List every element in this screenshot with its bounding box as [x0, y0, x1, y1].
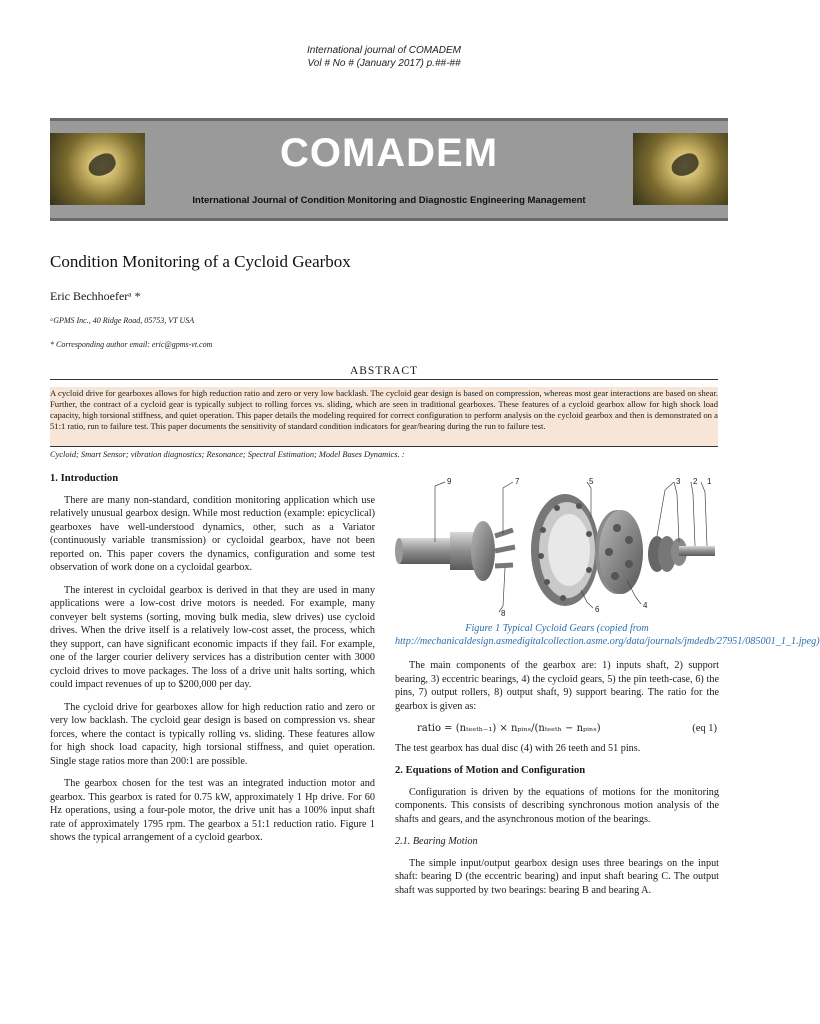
- author-name: Eric Bechhoeferᵃ *: [50, 289, 141, 303]
- cycloid-disc-part: [595, 510, 643, 594]
- journal-name: International journal of COMADEM: [307, 45, 461, 56]
- author-affiliation: ᵃGPMS Inc., 40 Ridge Road, 05753, VT USA: [50, 316, 195, 325]
- equation-formula: ratio = (nₜₑₑₜₕ₋₁) × nₚᵢₙₛ/(nₜₑₑₜₕ − nₚᵢₙₛ): [417, 723, 601, 734]
- cycloid-gearbox-exploded-diagram: [395, 472, 719, 617]
- figure-label-8: 8: [501, 609, 506, 618]
- figure-caption: Figure 1 Typical Cycloid Gears (copied from http://mechanicaldesign.asmedigitalcollection.asme.org/data/journals/jmdedb/27951/085001_1_1.jpeg): [395, 623, 820, 647]
- section-heading-introduction: 1. Introduction: [50, 473, 119, 484]
- section-heading-equations: 2. Equations of Motion and Configuration: [395, 765, 586, 776]
- journal-volume: Vol # No # (January 2017) p.##-##: [307, 58, 461, 69]
- figure-label-6: 6: [595, 605, 600, 614]
- figure-label-2: 2: [693, 477, 698, 486]
- keywords: Cycloid; Smart Sensor; vibration diagnostics; Resonance; Spectral Estimation; Model Bases Dynamics. :: [50, 450, 405, 459]
- left-column: [50, 472, 375, 854]
- figure-label-9: 9: [447, 477, 452, 486]
- paragraph: Configuration is driven by the equations of motions for the monitoring components. This consists of describing synchronous motion analysis of the shafts and gears, and the asynchronous motion of the bearings.: [395, 786, 719, 825]
- paragraph: The test gearbox has dual disc (4) with 26 teeth and 51 pins.: [395, 742, 641, 754]
- figure-label-4: 4: [643, 601, 648, 610]
- figure-cycloid-gears: [395, 472, 719, 617]
- figure-label-7: 7: [515, 477, 520, 486]
- abstract-heading: ABSTRACT: [50, 365, 718, 380]
- figure-label-5: 5: [589, 477, 594, 486]
- paragraph: There are many non-standard, condition monitoring application which use relatively unusual gearbox design. While most reduction (example: epicyclical) gearboxes have well-understood dynamics, other, such as a Variator (continuously variable transmission) or cycloidal gearbox, have not been reported on. This paper covers the dynamics, configuration and some test observation of work done on a cycloidal gearbox.: [50, 494, 375, 573]
- figure-label-1: 1: [707, 477, 712, 486]
- figure-label-3: 3: [676, 477, 681, 486]
- subsection-heading-bearing-motion: 2.1. Bearing Motion: [395, 836, 478, 847]
- corresponding-author: * Corresponding author email: eric@gpms-vt.com: [50, 340, 213, 349]
- paragraph: The main components of the gearbox are: 1) inputs shaft, 2) support bearing, 3) eccentric bearings, 4) the cycloid gears, 5) the pin teeth-case, 6) the pins, 7) output rollers, 8) output shaft, 9) support bearing. The ratio for the gearbox is given as:: [395, 660, 719, 712]
- paragraph: The gearbox chosen for the test was an integrated induction motor and gearbox. This gearbox is rated for 0.75 kW, approximately 1 Hp drive. For 60 Hz operations, using a four-pole motor, the drive unit has a 100% input shaft rate of approximately 1795 rpm. The gearbox a 51:1 reduction ratio. Figure 1 shows the typical arrangement of a cycloid gearbox.: [50, 778, 375, 843]
- banner-subtitle: International Journal of Condition Monitoring and Diagnostic Engineering Management: [192, 195, 586, 206]
- journal-banner: [50, 118, 728, 221]
- paper-title: Condition Monitoring of a Cycloid Gearbox: [50, 252, 351, 271]
- paragraph: The cycloid drive for gearboxes allow for high reduction ratio and zero or very low backlash. The cycloid gear design is based on compression vs. shear forces, where the contact is typically rolling vs. sliding. These features allow for high shock load capacity, high torsional stiffness, and quiet operation. Single stage ratios more than 200:1 are possible.: [50, 701, 375, 767]
- output-shaft-part: [395, 521, 515, 581]
- banner-image-right: [633, 133, 728, 205]
- equation-number: (eq 1): [692, 723, 717, 734]
- abstract-text: A cycloid drive for gearboxes allows for high reduction ratio and zero or very low backlash. The cycloid gear design is based on compression, whereas most gear interactions are based on shear. Further, the contract of a cycloid gear is typically subject to rolling forces vs. sliding, which are seen in traditional gearboxes. These features of a cycloid gearbox allow for high shock load capacity, high torsional stiffness, and quiet operation. This paper details the modeling required for correct configuration to perform analysis on the cycloid gearbox and then is demonstrated on a 51:1 ratio, run to failure test. This paper documents the sensitivity of standard condition indicators for gear/bearing during the run to failure test.: [50, 387, 718, 447]
- paragraph: The interest in cycloidal gearbox is derived in that they are used in many applications were a low-cost drive motors is needed. For example, many conveyer belt systems (sorting, moving bulk media, slew drives) use cycloid drives. When the drive itself is a relatively low-cost asset, the process, which they support, can have significant economic impacts if they fail. For example, one of the larger courier delivery services has a distribution center with 3000 cycloid drives to move packages. The loss of a drive unit halts sorting, which could impact revenues of up to $200,000 per day.: [50, 584, 375, 690]
- journal-header: [0, 44, 768, 70]
- pin-teeth-case-part: [531, 494, 599, 606]
- input-shaft-part: [648, 536, 715, 572]
- right-column: [395, 472, 820, 906]
- banner-title: COMADEM: [279, 131, 499, 175]
- paragraph: The simple input/output gearbox design uses three bearings on the input shaft: bearing D (the eccentric bearing) and input shaft bearing C. The output shaft was supported by two bearings: bearing B and bearing A.: [395, 857, 719, 896]
- equation-1: [395, 722, 719, 736]
